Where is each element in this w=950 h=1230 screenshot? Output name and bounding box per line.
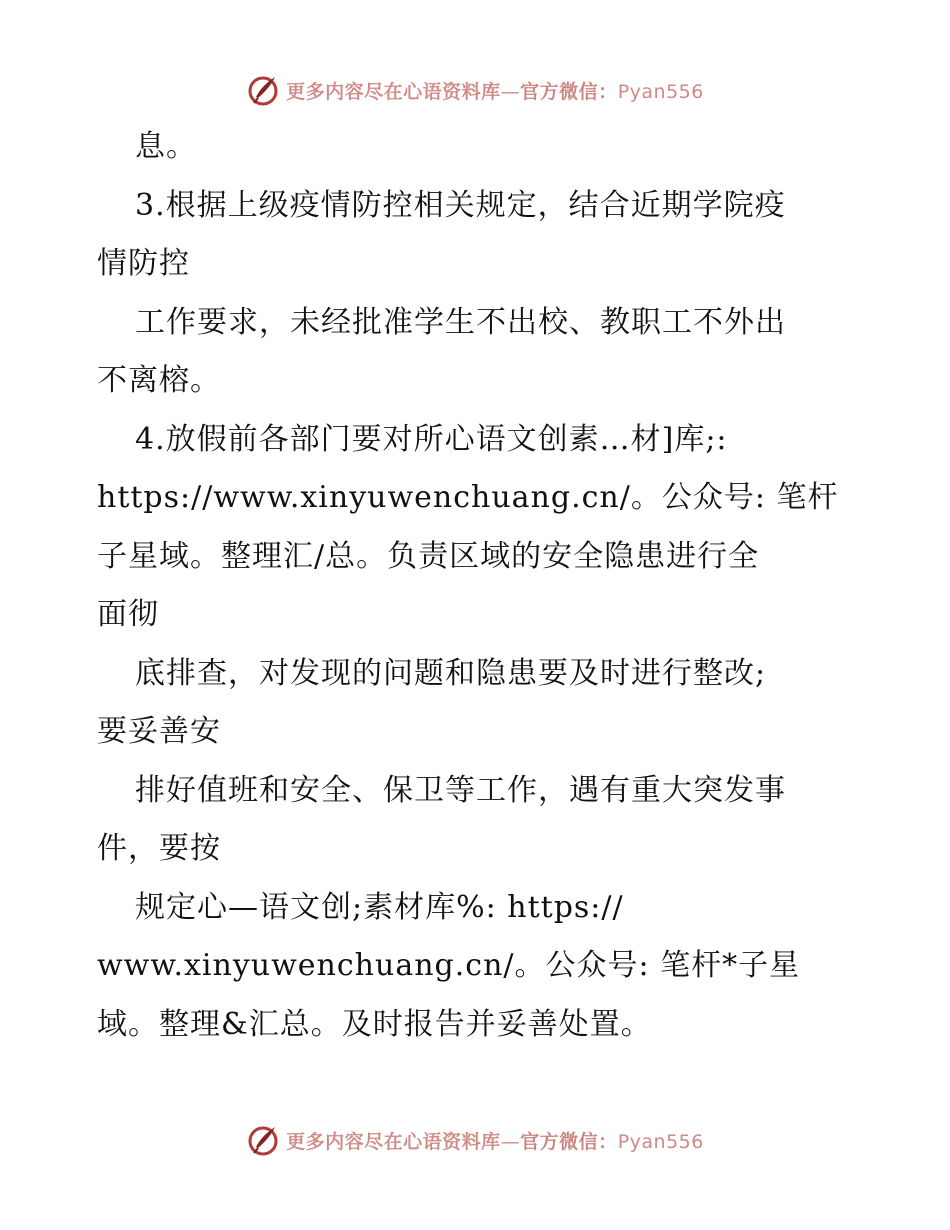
text-line: https://www.xinyuwenchuang.cn/。公众号: 笔杆 [97, 480, 839, 515]
banner-wechat-handle: Pyan556 [617, 1130, 704, 1153]
text-line: 面彻 [97, 597, 159, 632]
banner-slogan: 更多内容尽在心语资料库 [286, 1130, 501, 1153]
feather-pen-seal-icon [246, 1123, 280, 1157]
document-body [97, 118, 877, 1054]
footer-banner [0, 1120, 950, 1160]
banner-official-label: 官方微信： [520, 80, 618, 103]
banner-text [286, 77, 704, 104]
text-line: 息。 [135, 129, 197, 164]
text-line: 不离榕。 [97, 363, 221, 398]
banner-text [286, 1127, 704, 1154]
banner-dash: — [500, 80, 521, 103]
header-banner [0, 70, 950, 110]
text-line: 底排查，对发现的问题和隐患要及时进行整改; [135, 655, 767, 691]
banner-dash: — [500, 1130, 521, 1153]
text-line: 域。整理&汇总。及时报告并妥善处置。 [97, 1006, 652, 1042]
text-line: www.xinyuwenchuang.cn/。公众号: 笔杆*子星 [97, 948, 801, 983]
text-line: 工作要求，未经批准学生不出校、教职工不外出 [135, 304, 786, 340]
feather-pen-seal-icon [246, 73, 280, 107]
text-line: 排好值班和安全、保卫等工作，遇有重大突发事 [135, 772, 786, 808]
banner-wechat-handle: Pyan556 [617, 80, 704, 103]
text-line: 件，要按 [97, 831, 221, 866]
text-line: 要妥善安 [97, 714, 221, 749]
text-line: 子星域。整理汇/总。负责区域的安全隐患进行全 [97, 538, 760, 574]
text-line: 3.根据上级疫情防控相关规定，结合近期学院疫 [135, 187, 786, 223]
banner-official-label: 官方微信： [520, 1130, 618, 1153]
text-line: 规定心—语文创;素材库%: https:// [135, 889, 624, 925]
text-line: 4.放假前各部门要对所心语文创素…材]库;: [135, 421, 728, 457]
text-line: 情防控 [97, 246, 190, 281]
banner-slogan: 更多内容尽在心语资料库 [286, 80, 501, 103]
